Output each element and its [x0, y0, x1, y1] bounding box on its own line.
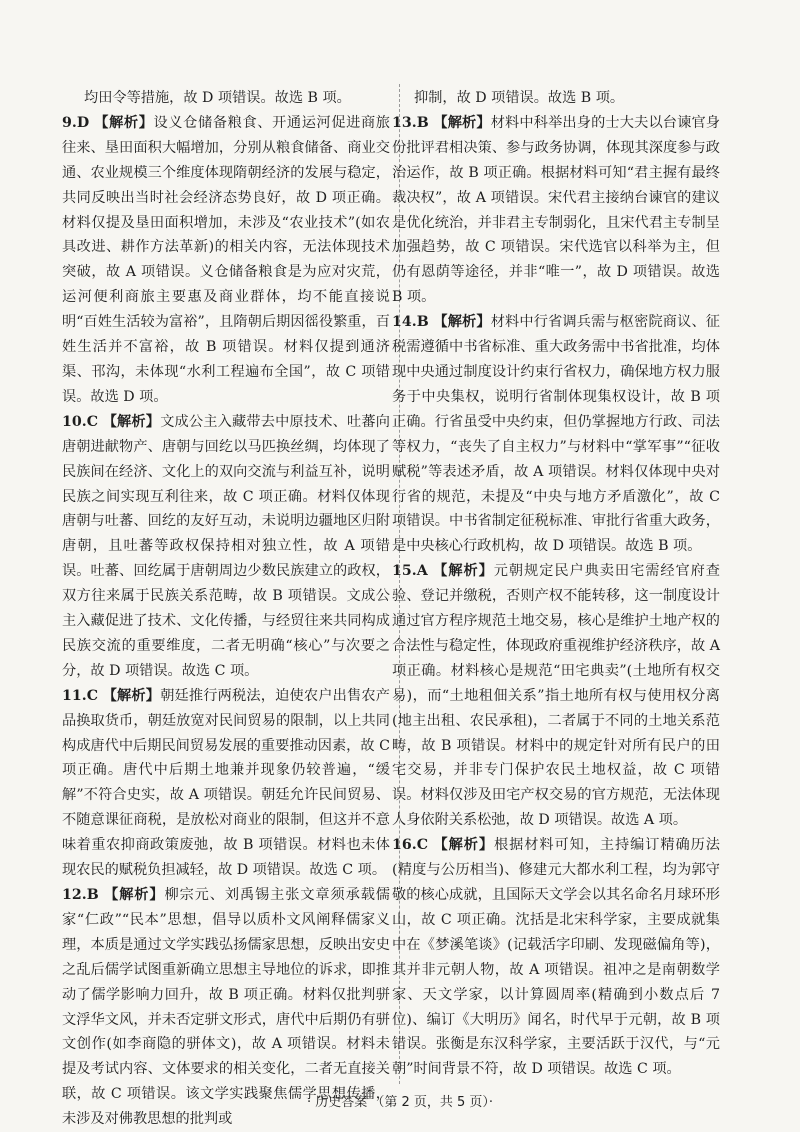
left-column: [62, 86, 390, 1132]
analysis-tag: 【解析】: [102, 413, 161, 430]
question-9: [62, 111, 390, 410]
analysis-tag: 【解析】: [102, 687, 161, 704]
analysis-text: 材料中行省调兵需与枢密院商议、征税需遵循中书省标准、重大政务需中书省批准，均体现中央通过制度设计约束行省权力，确保地方权力服务于中央集权，说明行省制体现集权设计，故 B 项正确。行省虽受中央约束，但仍掌握地方行政、司法等权力，“丧失了自主权力”与材料中“掌军事”“征收赋税”等表述矛盾，故 A 项错误。材料仅体现中央对行省的规范，未提及“中央与地方矛盾激化”，故 C 项错误。中书省制定征税标准、审批行省重大政务，是中央核心行政机构，故 D 项错误。故选 B 项。: [392, 314, 720, 555]
question-number: 12.: [62, 887, 87, 903]
question-15: [392, 559, 720, 833]
right-column: [392, 86, 720, 1082]
question-number: 13.: [392, 114, 417, 131]
analysis-tag: 【解析】: [433, 114, 491, 131]
continuation-text: 抑制，故 D 项错误。故选 B 项。: [414, 90, 625, 106]
analysis-tag: 【解析】: [433, 563, 494, 580]
answer-letter: C: [86, 413, 98, 430]
question-number: 15.: [392, 563, 417, 580]
question-10: [62, 410, 390, 684]
question-number: 10.: [62, 413, 87, 430]
answer-letter: B: [416, 314, 429, 331]
analysis-text: 根据材料可知，主持编订精确历法(精度与公历相当)、修建元大都水利工程，均为郭守敬的核心成就，且国际天文学会以其名命名月球环形山，故 C 项正确。沈括是北宋科学家，主要成就集中在《梦溪笔谈》(记载活字印刷、发现磁偏角等)，其并非元朝人物，故 A 项错误。祖冲之是南朝数学家、天文学家，以计算圆周率(精确到小数点后 7 位)、编订《大明历》闻名，时代早于元朝，故 B 项错误。张衡是东汉科学家，主要活跃于汉代，与“元朝”时间背景不符，故 D 项错误。故选 C 项。: [392, 837, 720, 1078]
answer-letter: C: [86, 687, 98, 704]
answer-letter: D: [76, 114, 90, 131]
analysis-text: 柳宗元、刘禹锡主张文章须承载儒家“仁政”“民本”思想，倡导以质朴文风阐释儒家义理，本质是通过文学实践弘扬儒家思想，反映出安史之乱后儒学试图重新确立思想主导地位的诉求，即推动了儒学影响力回升，故 B 项正确。材料仅批判骈文浮华文风，并未否定骈文形式，唐代中后期仍有骈文创作(如李商隐的骈体文)，故 A 项错误。材料未提及考试内容、文体要求的相关变化，二者无直接关联，故 C 项错误。该文学实践聚焦儒学思想传播，未涉及对佛教思想的批判或: [62, 887, 390, 1128]
analysis-text: 元朝规定民户典卖田宅需经官府查验、登记并缴税，否则产权不能转移，这一制度设计通过官方程序规范土地交易，核心是维护土地产权的合法性与稳定性，体现政府重视维护经济秩序，故 A 项正确。材料核心是规范“田宅典卖”(土地所有权交易)，而“土地租佃关系”指土地所有权与使用权分离(地主出租、农民承租)，二者属于不同的土地关系范畴，故 B 项错误。材料中的规定针对所有民户的田宅交易，并非专门保护农民土地权益，故 C 项错误。材料仅涉及田宅产权交易的官方规范，无法体现人身依附关系松弛，故 D 项错误。故选 A 项。: [392, 563, 720, 829]
analysis-tag: 【解析】: [433, 314, 491, 331]
continuation-text: 均田令等措施，故 D 项错误。故选 B 项。: [84, 90, 351, 106]
question-13: [392, 111, 720, 310]
question-16: [392, 833, 720, 1082]
question-number: 9.: [62, 114, 77, 131]
analysis-text: 文成公主入藏带去中原技术、吐蕃向唐朝进献物产、唐朝与回纥以马匹换丝绸，均体现了民族间在经济、文化上的双向交流与利益互补，说明民族之间实现互利往来，故 C 项正确。材料仅体现唐朝与吐蕃、回纥的友好互动，未说明边疆地区归附唐朝，且吐蕃等政权保持相对独立性，故 A 项错误。吐蕃、回纥属于唐朝周边少数民族建立的政权，双方往来属于民族关系范畴，故 B 项错误。文成公主入藏促进了技术、文化传播，与经贸往来共同构成民族交流的重要维度，二者无明确“核心”与次要之分，故 D 项错误。故选 C 项。: [62, 413, 390, 679]
analysis-text: 设义仓储备粮食、开通运河促进商旅往来、垦田面积大幅增加，分别从粮食储备、商业交通、农业规模三个维度体现隋朝经济的发展与稳定，共同反映出当时社会经济态势良好，故 D 项正确。材料仅提及垦田面积增加，未涉及“农业技术”(如农具改进、耕作方法革新)的相关内容，无法体现技术突破，故 A 项错误。义仓储备粮食是为应对灾荒，运河便利商旅主要惠及商业群体，均不能直接说明“百姓生活较为富裕”，且隋朝后期因徭役繁重，百姓生活并不富裕，故 B 项错误。材料仅提到通济渠、邗沟，未体现“水利工程遍布全国”，故 C 项错误。故选 D 项。: [62, 114, 390, 405]
analysis-tag: 【解析】: [94, 114, 154, 131]
answer-letter: B: [86, 887, 99, 903]
question-14: [392, 310, 720, 559]
page-footer: · 历史答案 （第 2 页，共 5 页）·: [306, 1095, 494, 1110]
question-number: 16.: [392, 837, 417, 854]
analysis-text: 朝廷推行两税法，迫使农户出售农产品换取货币，朝廷放宽对民间贸易的限制，以上共同构成唐代中后期民间贸易发展的重要推动因素，故 C 项正确。唐代中后期土地兼并现象仍较普遍，“缓解”不符合史实，故 A 项错误。朝廷允许民间贸易、不随意课征商税，是放松对商业的限制，但这并不意味着重农抑商政策废弛，故 B 项错误。材料也未体现农民的赋税负担减轻，故 D 项错误。故选 C 项。: [62, 687, 390, 879]
answer-letter: C: [416, 837, 428, 854]
question-11: [62, 684, 390, 883]
analysis-tag: 【解析】: [433, 837, 494, 854]
answer-letter: A: [416, 563, 428, 580]
question-number: 11.: [62, 687, 87, 704]
question-number: 14.: [392, 314, 417, 331]
analysis-tag: 【解析】: [104, 887, 165, 903]
analysis-text: 材料中科举出身的士大夫以台谏官身份批评君相决策、参与政务协调，体现其深度参与政治运作，故 B 项正确。根据材料可知“君主握有最终裁决权”，故 A 项错误。宋代君主接纳台谏官的建议是优化统治，并非君主专制弱化，且宋代君主专制呈加强趋势，故 C 项错误。宋代选官以科举为主，但仍有恩荫等途径，并非“唯一”，故 D 项错误。故选 B 项。: [392, 114, 720, 306]
answer-letter: B: [416, 114, 429, 131]
